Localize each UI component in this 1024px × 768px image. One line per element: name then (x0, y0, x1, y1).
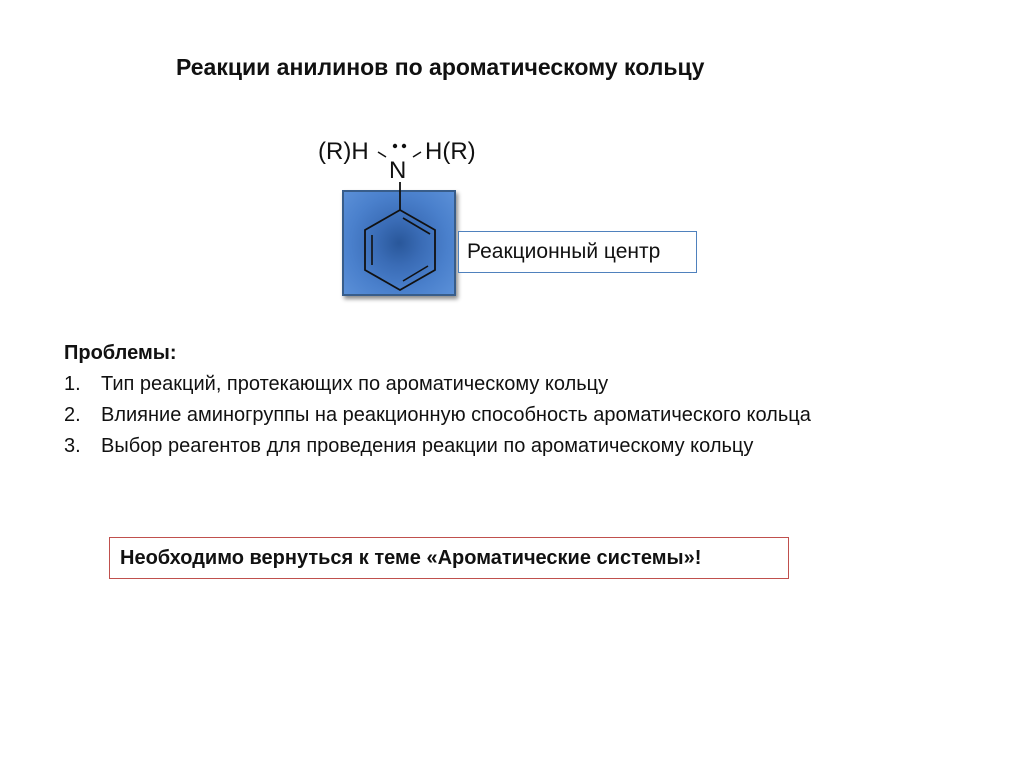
left-substituent-label: (R)H (318, 138, 369, 165)
problem-text: Влияние аминогруппы на реакционную способность ароматического кольца (101, 404, 811, 426)
problems-section (64, 338, 811, 462)
reaction-center-callout: Реакционный центр (458, 231, 697, 273)
n-h-bond-left (378, 152, 386, 157)
lone-pair-dot-right (402, 144, 406, 148)
problem-number: 1. (64, 373, 81, 395)
problem-text: Выбор реагентов для проведения реакции по ароматическому кольцу (101, 435, 754, 457)
problem-item-2 (64, 400, 811, 431)
slide-title: Реакции анилинов по ароматическому кольцу (176, 54, 705, 80)
problem-number: 2. (64, 404, 81, 426)
problem-number: 3. (64, 435, 81, 457)
reaction-center-highlight-box (342, 190, 456, 296)
problems-heading: Проблемы: (64, 342, 177, 364)
right-substituent-label: H(R) (425, 138, 476, 165)
nitrogen-label: N (389, 157, 407, 184)
lone-pair-dot-left (393, 144, 397, 148)
problem-item-1 (64, 369, 811, 400)
problem-text: Тип реакций, протекающих по ароматическому кольцу (101, 373, 609, 395)
n-h-bond-right (413, 152, 421, 157)
note-box: Необходимо вернуться к теме «Ароматические системы»! (109, 537, 789, 579)
problem-item-3 (64, 431, 811, 462)
